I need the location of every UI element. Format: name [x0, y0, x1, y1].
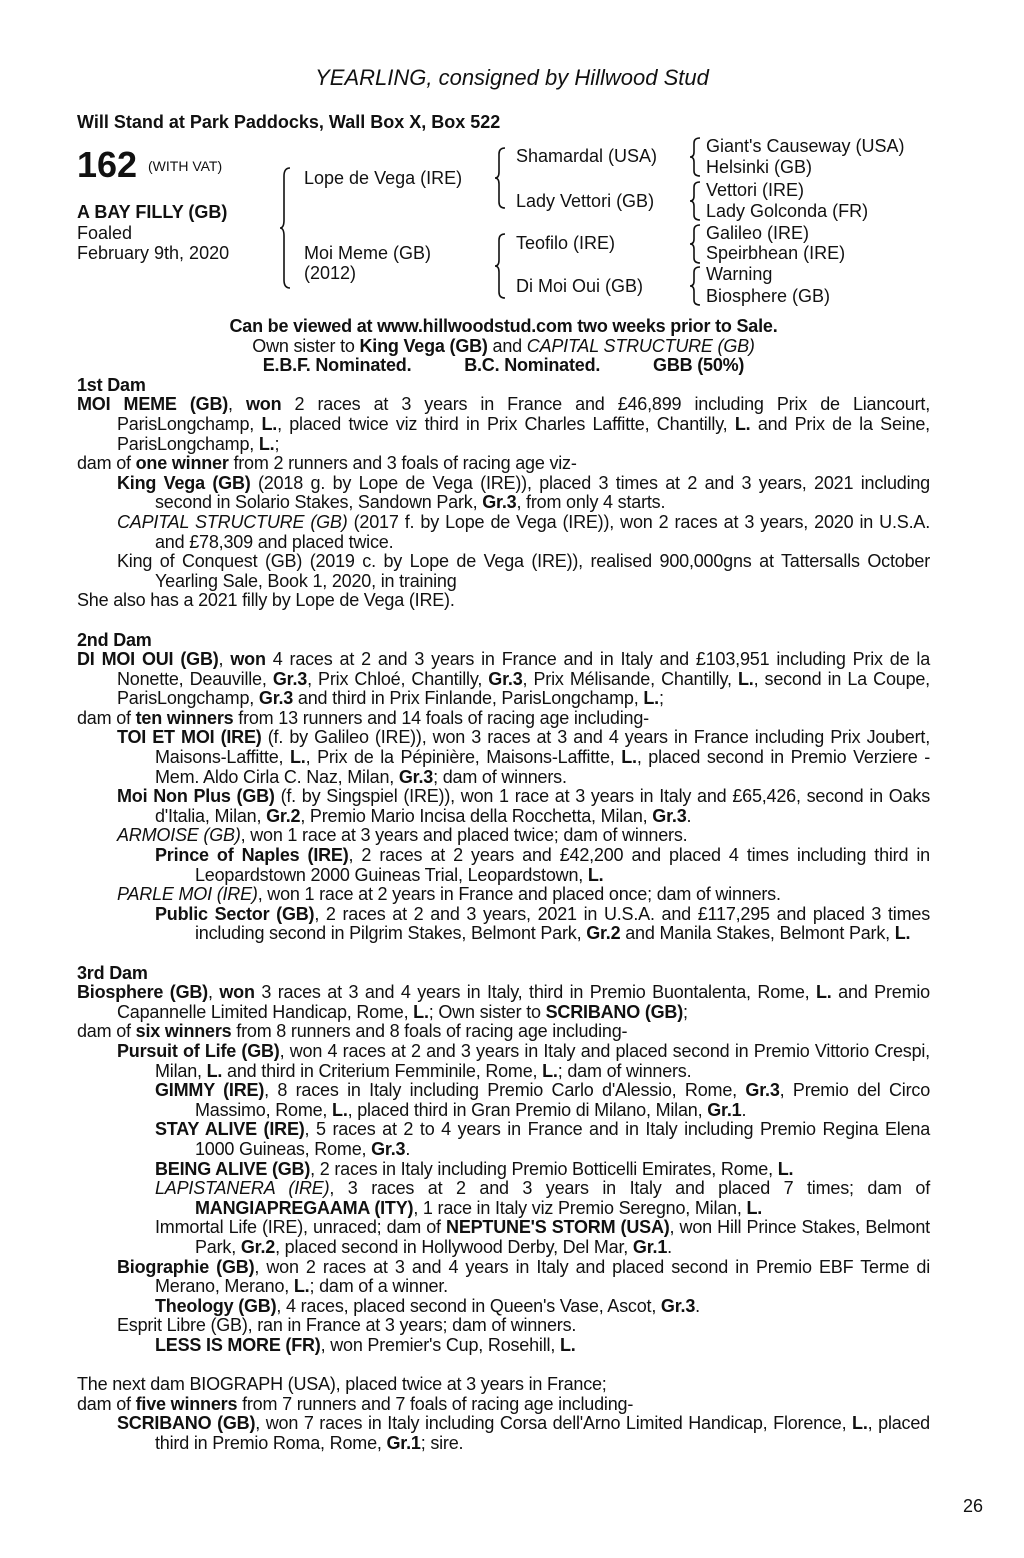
- catalogue-paragraph: [77, 728, 930, 787]
- text: , won 7 races in Italy including Corsa dell'Arno Limited Handicap, Florence,: [255, 1413, 853, 1434]
- bold-text: LESS IS MORE (FR): [155, 1334, 321, 1355]
- text: , placed third in Gran Premio di Milano, Milan,: [347, 1099, 708, 1120]
- text: from 2 runners and 3 foals of racing age viz-: [228, 453, 577, 474]
- bold-text: L.: [290, 747, 306, 768]
- bold-text: six winners: [135, 1021, 232, 1042]
- text: .: [695, 1295, 700, 1316]
- page-number: 26: [963, 1496, 984, 1516]
- bold-text: Gr.3: [660, 1295, 696, 1316]
- text: ; dam of winners.: [433, 766, 567, 787]
- catalogue-paragraph: [77, 1258, 930, 1297]
- bold-text: ten winners: [135, 707, 234, 728]
- text: dam of: [77, 1393, 136, 1414]
- text: Esprit Libre (GB), ran in France at 3 years; dam of winners.: [117, 1315, 577, 1336]
- pedigree-brace-dam: [495, 234, 507, 298]
- pedigree-dam: Moi Meme (GB): [304, 243, 432, 263]
- pedigree-g3-ancestor: Warning: [706, 264, 773, 284]
- text: ;: [274, 433, 280, 454]
- text: ;: [658, 688, 664, 709]
- catalogue-body: [77, 317, 930, 1453]
- text: , 5 races at 2 to 4 years in France and in Italy including Premio Regina Elena 1000 Guineas, Rome,: [195, 1119, 931, 1159]
- bold-text: Theology (GB): [155, 1295, 277, 1316]
- bold-text: Gr.1: [386, 1432, 421, 1453]
- bold-text: won: [230, 649, 266, 670]
- catalogue-paragraph: [77, 1395, 930, 1415]
- foaled-label: Foaled: [77, 223, 133, 243]
- pedigree-sire: Lope de Vega (IRE): [304, 168, 463, 188]
- bold-text: Biosphere (GB): [77, 982, 208, 1003]
- text: , Premio Mario Incisa della Rocchetta, Milan,: [300, 805, 653, 826]
- text: ; Own sister to: [428, 1001, 546, 1022]
- catalogue-paragraph: [77, 1042, 930, 1081]
- bold-text: L.: [777, 1158, 794, 1179]
- catalogue-paragraph: [77, 1414, 930, 1453]
- bold-text: one winner: [135, 453, 229, 474]
- catalogue-paragraph: [77, 983, 930, 1022]
- bold-text: Gr.2: [266, 805, 301, 826]
- text: , second in La Coupe, ParisLongchamp,: [117, 668, 930, 709]
- catalogue-paragraph: [77, 1022, 930, 1042]
- pedigree-g3-ancestor: Lady Golconda (FR): [706, 201, 869, 221]
- bold-text: Gr.3: [745, 1080, 780, 1101]
- catalogue-paragraph: [77, 885, 930, 905]
- text: ,: [218, 649, 231, 670]
- text: , placed third in Premio Roma, Rome,: [155, 1413, 930, 1453]
- text: .: [667, 1236, 672, 1257]
- bold-text: five winners: [135, 1393, 238, 1414]
- bold-text: NEPTUNE'S STORM (USA): [446, 1217, 670, 1238]
- text: .: [405, 1138, 411, 1159]
- pedigree-brace-g3-4: [690, 267, 702, 305]
- pedigree-g3-ancestor: Helsinki (GB): [706, 157, 813, 177]
- text: .: [686, 805, 692, 826]
- bold-text: Public Sector (GB): [155, 903, 315, 924]
- catalogue-paragraph: [77, 905, 930, 944]
- text: ;: [683, 1001, 688, 1022]
- text: 3 races at 3 and 4 years in Italy, third in Premio Buontalenta, Rome,: [254, 982, 816, 1003]
- text: from 13 runners and 14 foals of racing age including-: [233, 707, 649, 728]
- text: [411, 355, 464, 375]
- bold-text: L.: [559, 1334, 576, 1355]
- text: Immortal Life (IRE), unraced; dam of: [155, 1217, 447, 1238]
- text: dam of: [77, 1021, 136, 1042]
- catalogue-paragraph: [77, 650, 930, 709]
- catalogue-paragraph: [77, 709, 930, 729]
- bold-text: L.: [816, 982, 832, 1003]
- catalogue-paragraph: [77, 1081, 930, 1120]
- catalogue-paragraph: [77, 591, 930, 611]
- bold-text: Gr.2: [586, 923, 621, 944]
- foaled-date: February 9th, 2020: [77, 243, 230, 263]
- section-heading: [77, 376, 930, 396]
- text: (2017 f. by Lope de Vega (IRE)), won 2 races at 3 years, 2020 in U.S.A. and £78,309 and placed twice.: [155, 511, 930, 552]
- spacer: [77, 611, 930, 631]
- text: , from only 4 starts.: [516, 492, 666, 513]
- text: She also has a 2021 filly by Lope de Vega (IRE).: [77, 590, 455, 611]
- bold-text: 1st Dam: [77, 374, 146, 395]
- bold-text: Gr.3: [371, 1138, 406, 1159]
- text: , 1 race in Italy viz Premio Seregno, Milan,: [413, 1197, 747, 1218]
- bold-text: Gr.3: [272, 668, 308, 689]
- spacer: [77, 944, 930, 964]
- text: (2018 g. by Lope de Vega (IRE)), placed 3 times at 2 and 3 years, 2021 including second in Solario Stakes, Sandown Park,: [155, 472, 930, 513]
- text: , Premio del Circo Massimo, Rome,: [195, 1080, 931, 1120]
- text: Own sister to: [252, 335, 360, 356]
- bold-text: won: [245, 394, 282, 415]
- catalogue-paragraph: [77, 474, 930, 513]
- bold-text: GBB (50%): [653, 355, 745, 376]
- italic-text: LAPISTANERA (IRE): [155, 1178, 330, 1199]
- pedigree-g3-ancestor: Speirbhean (IRE): [706, 243, 846, 263]
- italic-text: CAPITAL STRUCTURE (GB): [117, 511, 348, 532]
- bold-text: STAY ALIVE (IRE): [155, 1119, 305, 1140]
- bold-text: Gr.3: [652, 805, 687, 826]
- text: ,: [228, 394, 246, 415]
- text: , won 2 races at 3 and 4 years in Italy and placed second in Premio EBF Terme di Merano, Merano,: [155, 1256, 931, 1297]
- text: .: [741, 1099, 747, 1120]
- lot-description: A BAY FILLY (GB): [77, 202, 228, 222]
- bold-text: L.: [587, 864, 604, 885]
- bold-text: L.: [293, 1276, 310, 1297]
- bold-text: L.: [734, 413, 751, 434]
- catalogue-paragraph: [77, 1160, 930, 1180]
- catalogue-paragraph: [77, 787, 930, 826]
- text: and Premio Capannelle Limited Handicap, Rome,: [117, 982, 930, 1022]
- text: , placed second in Hollywood Derby, Del Mar,: [275, 1236, 633, 1257]
- bold-text: Gr.3: [258, 688, 294, 709]
- bold-text: L.: [261, 413, 278, 434]
- bold-text: Gr.3: [482, 492, 517, 513]
- bold-text: L.: [206, 1060, 223, 1081]
- lot-note: [77, 317, 930, 337]
- bold-text: DI MOI OUI (GB): [77, 649, 219, 670]
- bold-text: MANGIAPREGAAMA (ITY): [195, 1197, 414, 1218]
- text: , Prix Chloé, Chantilly,: [307, 668, 489, 689]
- catalogue-paragraph: [77, 513, 930, 552]
- bold-text: Moi Non Plus (GB): [117, 786, 275, 807]
- bold-text: L.: [643, 688, 659, 709]
- bold-text: L.: [746, 1197, 763, 1218]
- lot-note: [77, 337, 930, 357]
- text: , 4 races, placed second in Queen's Vase, Ascot,: [276, 1295, 661, 1316]
- italic-text: PARLE MOI (IRE): [117, 884, 258, 905]
- bold-text: 3rd Dam: [77, 962, 148, 983]
- bold-text: Prince of Naples (IRE): [155, 845, 349, 866]
- catalogue-paragraph: [77, 1218, 930, 1257]
- bold-text: Gr.3: [488, 668, 523, 689]
- bold-text: SCRIBANO (GB): [117, 1413, 256, 1434]
- catalogue-paragraph: [77, 1375, 930, 1395]
- vat-note: (WITH VAT): [148, 158, 223, 174]
- bold-text: won: [219, 982, 255, 1003]
- bold-text: L.: [894, 923, 911, 944]
- bold-text: BEING ALIVE (GB): [155, 1158, 311, 1179]
- text: , won Hill Prince Stakes, Belmont Park,: [195, 1217, 930, 1257]
- text: and: [487, 335, 527, 356]
- bold-text: King Vega (GB): [117, 472, 251, 493]
- bold-text: L.: [413, 1001, 429, 1022]
- text: , 2 races in Italy including Premio Botticelli Emirates, Rome,: [310, 1158, 778, 1179]
- text: ,: [207, 982, 220, 1003]
- spacer: [77, 1355, 930, 1375]
- stand-location: Will Stand at Park Paddocks, Wall Box X, Box 522: [77, 112, 501, 132]
- pedigree-brace-g3-1: [690, 138, 702, 176]
- text: , won Premier's Cup, Rosehill,: [320, 1334, 560, 1355]
- bold-text: King Vega (GB): [359, 335, 488, 356]
- pedigree-g3-ancestor: Biosphere (GB): [706, 286, 831, 306]
- text: from 7 runners and 7 foals of racing age including-: [237, 1393, 634, 1414]
- italic-text: CAPITAL STRUCTURE (GB): [526, 335, 755, 356]
- text: , won 1 race at 2 years in France and placed once; dam of winners.: [257, 884, 781, 905]
- pedigree-dam-year: (2012): [304, 263, 357, 283]
- text: (f. by Galileo (IRE)), won 3 races at 3 and 4 years in France including Prix Joubert, Maisons-Laffitte,: [155, 727, 931, 768]
- italic-text: ARMOISE (GB): [117, 825, 241, 846]
- text: , Prix de la Pépinière, Maisons-Laffitte,: [305, 747, 622, 768]
- catalogue-paragraph: [77, 1336, 930, 1356]
- text: , 2 races at 2 and 3 years, 2021 in U.S.A. and £117,295 and placed 3 times including second in Pilgrim Stakes, Belmont Park,: [195, 903, 931, 944]
- bold-text: GIMMY (IRE): [155, 1080, 265, 1101]
- text: (f. by Singspiel (IRE)), won 1 race at 3 years in Italy and £65,426, second in Oaks d'Italia, Milan,: [155, 786, 930, 826]
- text: dam of: [77, 453, 136, 474]
- text: , won 1 race at 3 years and placed twice; dam of winners.: [240, 825, 688, 846]
- page-title: YEARLING, consigned by Hillwood Stud: [315, 65, 709, 90]
- bold-text: 2nd Dam: [77, 629, 152, 650]
- bold-text: Can be viewed at www.hillwoodstud.com two weeks prior to Sale.: [229, 316, 778, 336]
- pedigree-sire-sire: Shamardal (USA): [516, 146, 658, 166]
- pedigree-g3-ancestor: Galileo (IRE): [706, 223, 810, 243]
- catalogue-paragraph: [77, 454, 930, 474]
- bold-text: Gr.1: [707, 1099, 742, 1120]
- bold-text: L.: [332, 1099, 348, 1120]
- bold-text: Gr.1: [632, 1236, 668, 1257]
- pedigree-sire-dam: Lady Vettori (GB): [516, 191, 655, 211]
- text: ; sire.: [420, 1432, 464, 1453]
- text: ; dam of a winner.: [309, 1276, 448, 1297]
- section-heading: [77, 964, 930, 984]
- text: , 8 races in Italy including Premio Carlo d'Alessio, Rome,: [264, 1080, 746, 1101]
- text: ; dam of winners.: [557, 1060, 692, 1081]
- pedigree-g3-ancestor: Giant's Causeway (USA): [706, 136, 905, 156]
- bold-text: SCRIBANO (GB): [545, 1001, 684, 1022]
- bold-text: L.: [737, 668, 754, 689]
- pedigree-g3-ancestor: Vettori (IRE): [706, 180, 805, 200]
- text: and third in Criterium Femminile, Rome,: [222, 1060, 543, 1081]
- pedigree-brace-sire: [495, 148, 507, 208]
- text: , placed twice viz third in Prix Charles Laffitte, Chantilly,: [277, 413, 735, 434]
- text: and Prix de la Seine, ParisLongchamp,: [117, 413, 930, 454]
- text: [600, 355, 653, 375]
- bold-text: TOI ET MOI (IRE): [117, 727, 262, 748]
- text: , Prix Mélisande, Chantilly,: [522, 668, 738, 689]
- catalogue-paragraph: [77, 1297, 930, 1317]
- text: , won 4 races at 2 and 3 years in Italy and placed second in Premio Vittorio Crespi, Milan,: [155, 1040, 930, 1081]
- bold-text: L.: [621, 747, 637, 768]
- bold-text: L.: [852, 1413, 868, 1434]
- pedigree-dam-sire: Teofilo (IRE): [516, 233, 616, 253]
- pedigree-dam-dam: Di Moi Oui (GB): [516, 276, 644, 296]
- text: 2 races at 3 years in France and £46,899 including Prix de Liancourt, ParisLongchamp,: [117, 394, 930, 434]
- catalogue-paragraph: [77, 1120, 930, 1159]
- catalogue-paragraph: [77, 1179, 930, 1218]
- bold-text: L.: [542, 1060, 558, 1081]
- pedigree-brace-g3-3: [690, 225, 702, 263]
- text: , placed second in Premio Verziere - Mem. Aldo Cirla C. Naz, Milan,: [155, 747, 930, 787]
- bold-text: Gr.2: [240, 1236, 276, 1257]
- text: King of Conquest (GB) (2019 c. by Lope de Vega (IRE)), realised 900,000gns at Tattersalls October Yearling Sale, Book 1, 2020, in training: [117, 551, 930, 591]
- pedigree-brace-main: [280, 168, 292, 288]
- bold-text: B.C. Nominated.: [464, 355, 601, 376]
- bold-text: E.B.F. Nominated.: [262, 355, 412, 376]
- text: and third in Prix Finlande, ParisLongchamp,: [293, 688, 644, 709]
- bold-text: Biographie (GB): [117, 1256, 255, 1277]
- lot-number: 162: [77, 144, 138, 185]
- section-heading: [77, 631, 930, 651]
- text: dam of: [77, 707, 136, 728]
- lot-note: [77, 356, 930, 376]
- text: from 8 runners and 8 foals of racing age including-: [231, 1021, 628, 1042]
- text: The next dam BIOGRAPH (USA), placed twice at 3 years in France;: [77, 1374, 607, 1395]
- catalogue-paragraph: [77, 552, 930, 591]
- text: 4 races at 2 and 3 years in France and in Italy and £103,951 including Prix de la Nonette, Deauville,: [117, 649, 931, 689]
- bold-text: L.: [258, 433, 275, 454]
- bold-text: Gr.3: [398, 766, 434, 787]
- catalogue-paragraph: [77, 1316, 930, 1336]
- catalogue-paragraph: [77, 846, 930, 885]
- bold-text: MOI MEME (GB): [77, 394, 229, 415]
- catalogue-paragraph: [77, 826, 930, 846]
- text: , 2 races at 2 years and £42,200 and placed 4 times including third in Leopardstown 2000 Guineas Trial, Leopardstown,: [195, 845, 930, 885]
- text: and Manila Stakes, Belmont Park,: [620, 923, 895, 944]
- pedigree-brace-g3-2: [690, 182, 702, 220]
- catalogue-paragraph: [77, 395, 930, 454]
- text: , 3 races at 2 and 3 years in Italy and placed 7 times; dam of: [329, 1178, 930, 1199]
- bold-text: Pursuit of Life (GB): [117, 1040, 280, 1061]
